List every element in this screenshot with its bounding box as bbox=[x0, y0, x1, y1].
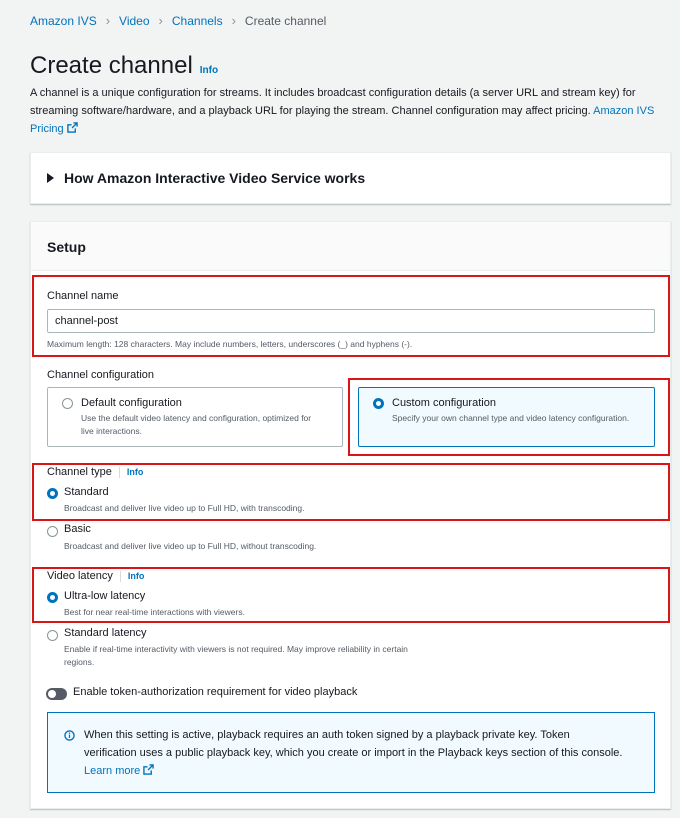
channel-config-label: Channel configuration bbox=[47, 369, 155, 381]
channel-name-hint: Maximum length: 128 characters. May include numbers, letters, underscores (_) and hyphens (-). bbox=[47, 339, 413, 349]
basic-type-title[interactable]: Basic bbox=[64, 523, 91, 535]
custom-configuration-description: Specify your own channel type and video latency configuration. bbox=[392, 413, 630, 423]
ultra-low-latency-radio[interactable] bbox=[47, 592, 58, 603]
how-it-works-expander[interactable] bbox=[30, 152, 671, 204]
standard-latency-title[interactable]: Standard latency bbox=[64, 627, 147, 639]
channel-name-input[interactable] bbox=[47, 309, 655, 333]
video-latency-label-row bbox=[47, 570, 144, 582]
page-title bbox=[30, 52, 218, 80]
custom-configuration-tile[interactable] bbox=[358, 387, 655, 447]
external-link-icon bbox=[67, 122, 78, 133]
default-configuration-tile[interactable] bbox=[47, 387, 343, 447]
setup-title: Setup bbox=[47, 239, 86, 255]
channel-type-label-row bbox=[47, 466, 143, 478]
breadcrumb-amazon-ivs[interactable]: Amazon IVS bbox=[30, 13, 97, 28]
standard-type-description: Broadcast and deliver live video up to Full HD, with transcoding. bbox=[64, 503, 305, 513]
basic-type-description: Broadcast and deliver live video up to Full HD, without transcoding. bbox=[64, 541, 317, 551]
channel-name-label: Channel name bbox=[47, 290, 119, 302]
breadcrumb bbox=[30, 13, 326, 28]
video-latency-info-link[interactable]: Info bbox=[127, 571, 145, 581]
standard-latency-radio[interactable] bbox=[47, 630, 58, 641]
title-info-link[interactable]: Info bbox=[199, 65, 219, 76]
basic-type-radio[interactable] bbox=[47, 526, 58, 537]
breadcrumb-channels[interactable]: Channels bbox=[171, 13, 223, 28]
breadcrumb-video[interactable]: Video bbox=[119, 13, 150, 28]
description-text: A channel is a unique configuration for streams. It includes broadcast configuration details (a server URL and stream key) for streaming software/hardware, and a playback URL for playing the stream. Channel configuration may affect pricing. bbox=[30, 87, 636, 117]
chevron-right-icon: › bbox=[105, 13, 111, 28]
pricing-link[interactable]: Amazon IVS Pricing bbox=[30, 105, 655, 135]
caret-right-icon bbox=[47, 173, 54, 183]
default-configuration-title: Default configuration bbox=[81, 397, 182, 409]
page-title-text: Create channel bbox=[30, 52, 193, 79]
label-divider bbox=[119, 467, 120, 478]
chevron-right-icon: › bbox=[158, 13, 163, 28]
setup-panel bbox=[30, 221, 671, 809]
default-configuration-description: Use the default video latency and configuration, optimized for live interactions. bbox=[81, 413, 312, 436]
standard-latency-description-1: Enable if real-time interactivity with viewers is not required. May improve reliability in certain bbox=[64, 644, 408, 654]
standard-type-radio[interactable] bbox=[47, 488, 58, 499]
toggle-knob bbox=[48, 690, 56, 698]
alert-text bbox=[84, 726, 624, 780]
breadcrumb-create-channel: Create channel bbox=[244, 13, 327, 28]
token-auth-toggle[interactable] bbox=[46, 688, 67, 700]
custom-configuration-title: Custom configuration bbox=[392, 397, 496, 409]
channel-type-label: Channel type bbox=[47, 466, 112, 478]
info-circle-icon bbox=[64, 730, 75, 741]
page-description bbox=[30, 84, 670, 138]
ultra-low-latency-description: Best for near real-time interactions with viewers. bbox=[64, 607, 245, 617]
setup-header bbox=[31, 222, 670, 271]
chevron-right-icon: › bbox=[231, 13, 236, 28]
alert-message: When this setting is active, playback requires an auth token signed by a playback private key. Token verification uses a public playback key, which you create or import in the Playback keys section of this console. bbox=[84, 729, 623, 759]
token-auth-info-alert bbox=[47, 712, 655, 793]
external-link-icon bbox=[143, 764, 154, 775]
standard-type-title[interactable]: Standard bbox=[64, 486, 109, 498]
expander-label: How Amazon Interactive Video Service works bbox=[64, 170, 366, 186]
channel-type-info-link[interactable]: Info bbox=[126, 467, 144, 477]
ultra-low-latency-title[interactable]: Ultra-low latency bbox=[64, 590, 146, 602]
default-configuration-radio[interactable] bbox=[62, 398, 73, 409]
custom-configuration-radio[interactable] bbox=[373, 398, 384, 409]
token-auth-label[interactable]: Enable token-authorization requirement for video playback bbox=[73, 686, 358, 698]
label-divider bbox=[120, 571, 121, 582]
standard-latency-description-2: regions. bbox=[64, 657, 95, 667]
video-latency-label: Video latency bbox=[47, 570, 113, 582]
learn-more-link[interactable]: Learn more bbox=[84, 765, 154, 777]
